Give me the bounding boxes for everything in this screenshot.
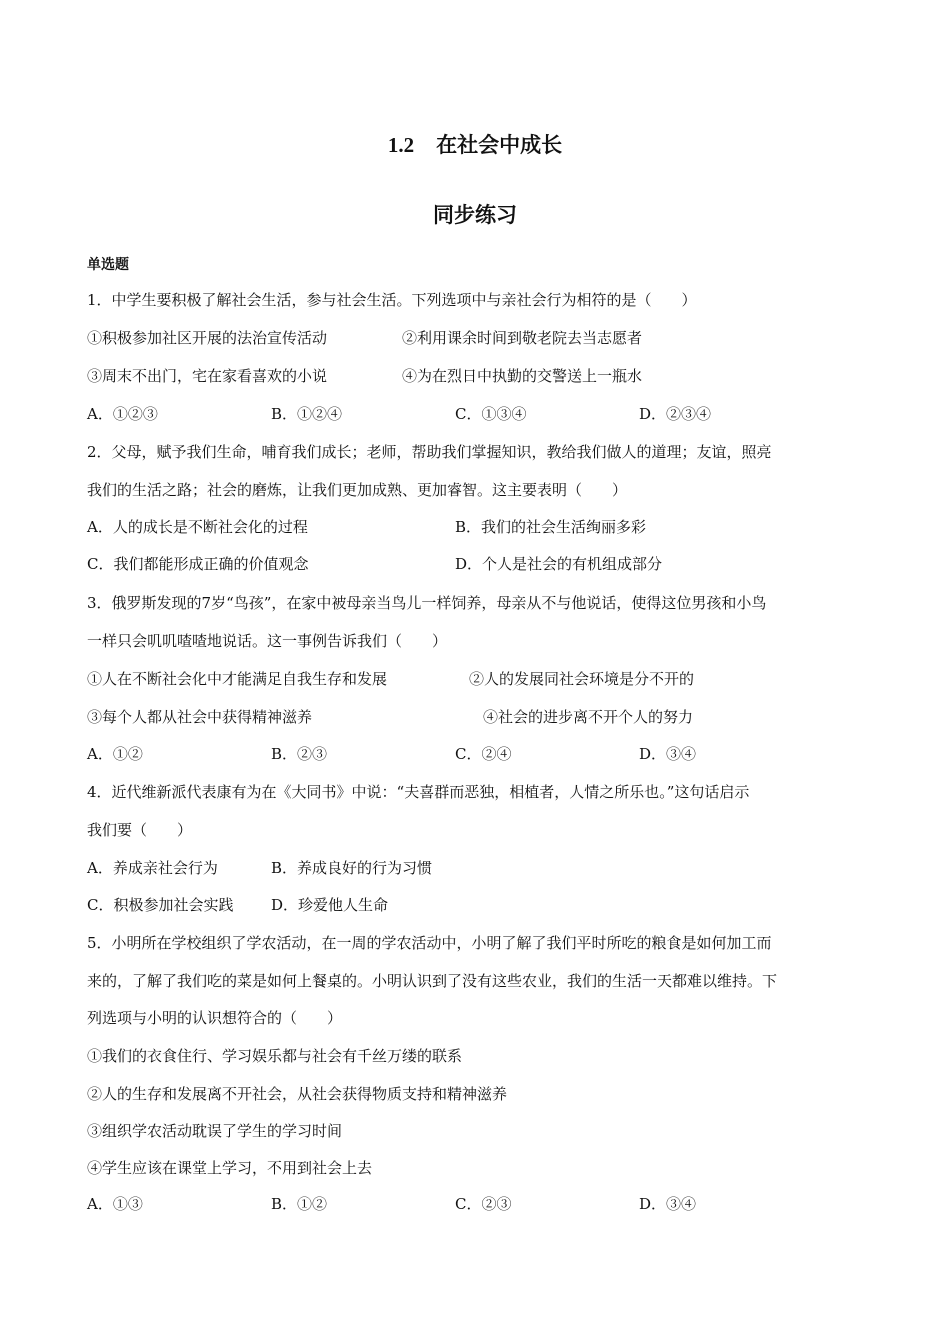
question-4-option-c[interactable]: C．积极参加社会实践 <box>87 896 234 914</box>
question-5-stem-line-2: 来的，了解了我们吃的菜是如何上餐桌的。小明认识到了没有这些农业，我们的生活一天都难以维持。下 <box>87 972 778 990</box>
question-3-option-a[interactable]: A．①② <box>87 745 143 763</box>
question-2-stem-line-1: 2．父母，赋予我们生命，哺育我们成长；老师，帮助我们掌握知识，教给我们做人的道理；友谊，照亮 <box>87 443 772 461</box>
question-1-item-3: ③周末不出门，宅在家看喜欢的小说 <box>87 367 328 385</box>
question-5-stem-line-1: 5．小明所在学校组织了学农活动，在一周的学农活动中，小明了解了我们平时所吃的粮食是如何加工而 <box>87 934 772 952</box>
question-5-option-d[interactable]: D．③④ <box>639 1195 697 1213</box>
question-1-item-1: ①积极参加社区开展的法治宣传活动 <box>87 329 328 347</box>
question-5-item-2: ②人的生存和发展离不开社会，从社会获得物质支持和精神滋养 <box>87 1085 508 1103</box>
question-1-stem: 1．中学生要积极了解社会生活，参与社会生活。下列选项中与亲社会行为相符的是（ ） <box>87 291 697 309</box>
question-1-item-2: ②利用课余时间到敬老院去当志愿者 <box>402 329 643 347</box>
question-2-stem-line-2: 我们的生活之路；社会的磨炼，让我们更加成熟、更加睿智。这主要表明（ ） <box>87 481 628 499</box>
question-3-item-1: ①人在不断社会化中才能满足自我生存和发展 <box>87 670 388 688</box>
question-3-option-c[interactable]: C．②④ <box>455 745 512 763</box>
question-3-item-2: ②人的发展同社会环境是分不开的 <box>469 670 695 688</box>
document-title <box>0 129 950 159</box>
question-1-option-b[interactable]: B．①②④ <box>271 405 343 423</box>
question-1-option-a[interactable]: A．①②③ <box>87 405 158 423</box>
document-subtitle: 同步练习 <box>433 202 517 227</box>
question-3-option-b[interactable]: B．②③ <box>271 745 328 763</box>
question-4-stem-line-1: 4．近代维新派代表康有为在《大同书》中说：“夫喜群而恶独，相植者，人情之所乐也。”这句话启示 <box>87 783 750 801</box>
question-2-option-c[interactable]: C．我们都能形成正确的价值观念 <box>87 555 309 573</box>
question-4-option-b[interactable]: B．养成良好的行为习惯 <box>271 859 433 877</box>
question-5-option-c[interactable]: C．②③ <box>455 1195 512 1213</box>
question-3-item-3: ③每个人都从社会中获得精神滋养 <box>87 708 313 726</box>
question-5-item-4: ④学生应该在课堂上学习，不用到社会上去 <box>87 1159 373 1177</box>
question-3-stem-line-1: 3．俄罗斯发现的7岁“鸟孩”，在家中被母亲当鸟儿一样饲养，母亲从不与他说话，使得这位男孩和小鸟 <box>87 594 767 612</box>
question-5-option-a[interactable]: A．①③ <box>87 1195 143 1213</box>
question-5-stem-line-3: 列选项与小明的认识想符合的（ ） <box>87 1009 343 1027</box>
title-number: 1.2 <box>387 133 415 157</box>
question-2-option-a[interactable]: A．人的成长是不断社会化的过程 <box>87 518 308 536</box>
question-1-item-4: ④为在烈日中执勤的交警送上一瓶水 <box>402 367 643 385</box>
section-heading: 单选题 <box>87 257 129 273</box>
question-1-option-d[interactable]: D．②③④ <box>639 405 712 423</box>
question-4-option-a[interactable]: A．养成亲社会行为 <box>87 859 218 877</box>
question-2-option-d[interactable]: D．个人是社会的有机组成部分 <box>455 555 663 573</box>
question-2-option-b[interactable]: B．我们的社会生活绚丽多彩 <box>455 518 647 536</box>
question-5-item-3: ③组织学农活动耽误了学生的学习时间 <box>87 1122 343 1140</box>
question-4-stem-line-2: 我们要（ ） <box>87 821 193 839</box>
question-4-option-d[interactable]: D．珍爱他人生命 <box>271 896 389 914</box>
question-5-item-1: ①我们的衣食住行、学习娱乐都与社会有千丝万缕的联系 <box>87 1047 463 1065</box>
question-3-item-4: ④社会的进步离不开个人的努力 <box>483 708 694 726</box>
question-3-stem-line-2: 一样只会叽叽喳喳地说话。这一事例告诉我们（ ） <box>87 632 448 650</box>
title-text: 在社会中成长 <box>436 132 563 157</box>
question-1-option-c[interactable]: C．①③④ <box>455 405 527 423</box>
question-5-option-b[interactable]: B．①② <box>271 1195 328 1213</box>
question-3-option-d[interactable]: D．③④ <box>639 745 697 763</box>
